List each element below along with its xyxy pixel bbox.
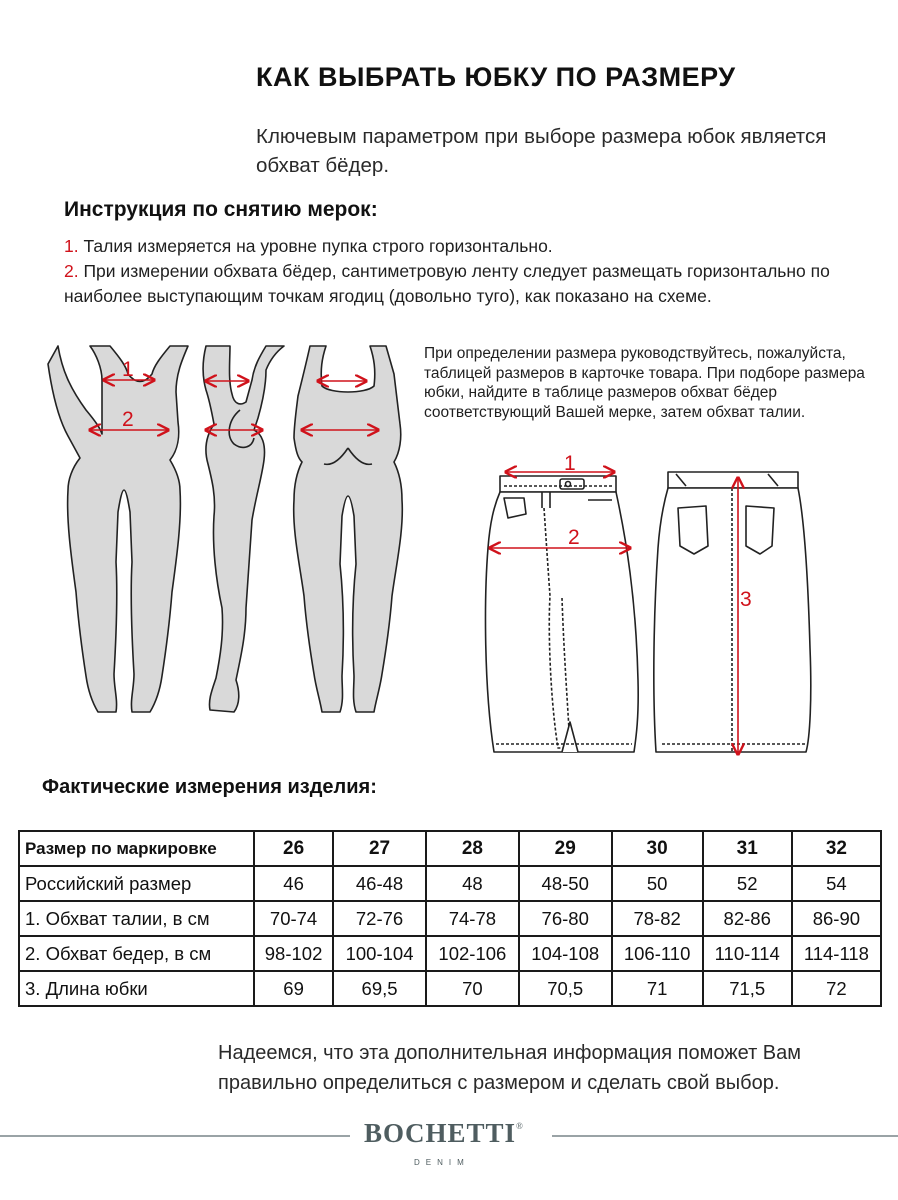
table-cell: 110-114 xyxy=(703,936,792,971)
brand-name: BOCHETTI xyxy=(364,1118,517,1148)
row-label: Российский размер xyxy=(19,866,254,901)
table-cell: 50 xyxy=(612,866,703,901)
table-cell: 86-90 xyxy=(792,901,881,936)
size-cell: 30 xyxy=(612,831,703,866)
table-row xyxy=(19,866,881,901)
instructions-title: Инструкция по снятию мерок: xyxy=(64,198,378,221)
body-hips-label: 2 xyxy=(122,408,134,431)
size-table xyxy=(18,830,882,1007)
body-figure-back xyxy=(294,346,403,712)
skirt-back xyxy=(654,472,811,752)
closing-text: Надеемся, что эта дополнительная информация поможет Вам правильно определиться с размером и сделать свой выбор. xyxy=(218,1042,801,1094)
instruction-text: При измерении обхвата бёдер, сантиметровую ленту следует размещать горизонтально по наиболее выступающим точкам ягодиц (довольно туго), как показано на схеме. xyxy=(64,261,830,306)
table-cell: 46-48 xyxy=(333,866,426,901)
body-figure-side xyxy=(203,346,284,712)
instruction-item-1 xyxy=(64,234,844,259)
instruction-number: 2. xyxy=(64,261,79,281)
table-row xyxy=(19,936,881,971)
brand-tagline: DENIM xyxy=(414,1158,470,1167)
instruction-item-2 xyxy=(64,259,844,309)
table-cell: 54 xyxy=(792,866,881,901)
footer-divider-right xyxy=(552,1135,898,1137)
instructions-list xyxy=(64,234,844,309)
table-cell: 48-50 xyxy=(519,866,612,901)
table-cell: 70,5 xyxy=(519,971,612,1006)
size-cell: 28 xyxy=(426,831,519,866)
table-cell: 46 xyxy=(254,866,333,901)
size-cell: 26 xyxy=(254,831,333,866)
page-title: КАК ВЫБРАТЬ ЮБКУ ПО РАЗМЕРУ xyxy=(256,62,736,92)
table-cell: 72-76 xyxy=(333,901,426,936)
table-cell: 78-82 xyxy=(612,901,703,936)
table-cell: 70-74 xyxy=(254,901,333,936)
table-cell: 48 xyxy=(426,866,519,901)
body-figure-front xyxy=(48,346,188,712)
table-cell: 69,5 xyxy=(333,971,426,1006)
table-cell: 102-106 xyxy=(426,936,519,971)
table-cell: 114-118 xyxy=(792,936,881,971)
table-cell: 74-78 xyxy=(426,901,519,936)
table-row xyxy=(19,971,881,1006)
skirt-hips-label: 2 xyxy=(568,526,580,549)
table-cell: 100-104 xyxy=(333,936,426,971)
size-cell: 29 xyxy=(519,831,612,866)
table-header-label: Размер по маркировке xyxy=(19,831,254,866)
table-row xyxy=(19,901,881,936)
row-label: 3. Длина юбки xyxy=(19,971,254,1006)
body-waist-label: 1 xyxy=(122,358,134,381)
instruction-text: Талия измеряется на уровне пупка строго горизонтально. xyxy=(78,236,553,256)
table-cell: 71 xyxy=(612,971,703,1006)
footer-divider-left xyxy=(0,1135,350,1137)
table-cell: 106-110 xyxy=(612,936,703,971)
page-subtitle: Ключевым параметром при выборе размера юбок является обхват бёдер. xyxy=(256,125,827,177)
skirt-measurement-illustration xyxy=(476,448,816,770)
size-guide-text: При определении размера руководствуйтесь, пожалуйста, таблицей размеров в карточке товара. При подборе размера юбки, найдите в таблице размеров обхват бёдер соответствующий Вашей мерке, затем обхват талии. xyxy=(424,345,865,421)
instruction-number: 1. xyxy=(64,236,79,256)
skirt-front xyxy=(486,476,639,752)
brand-logo xyxy=(364,1118,524,1149)
table-header-row xyxy=(19,831,881,866)
registered-mark: ® xyxy=(516,1121,524,1131)
table-cell: 104-108 xyxy=(519,936,612,971)
table-cell: 82-86 xyxy=(703,901,792,936)
skirt-waist-label: 1 xyxy=(564,452,576,475)
measurements-title: Фактические измерения изделия: xyxy=(42,776,377,798)
row-label: 1. Обхват талии, в см xyxy=(19,901,254,936)
table-cell: 71,5 xyxy=(703,971,792,1006)
table-cell: 72 xyxy=(792,971,881,1006)
table-cell: 98-102 xyxy=(254,936,333,971)
table-cell: 69 xyxy=(254,971,333,1006)
table-cell: 70 xyxy=(426,971,519,1006)
table-cell: 76-80 xyxy=(519,901,612,936)
size-cell: 31 xyxy=(703,831,792,866)
body-measurement-illustration xyxy=(40,340,430,720)
size-cell: 32 xyxy=(792,831,881,866)
skirt-length-label: 3 xyxy=(740,588,752,611)
row-label: 2. Обхват бедер, в см xyxy=(19,936,254,971)
table-cell: 52 xyxy=(703,866,792,901)
size-cell: 27 xyxy=(333,831,426,866)
